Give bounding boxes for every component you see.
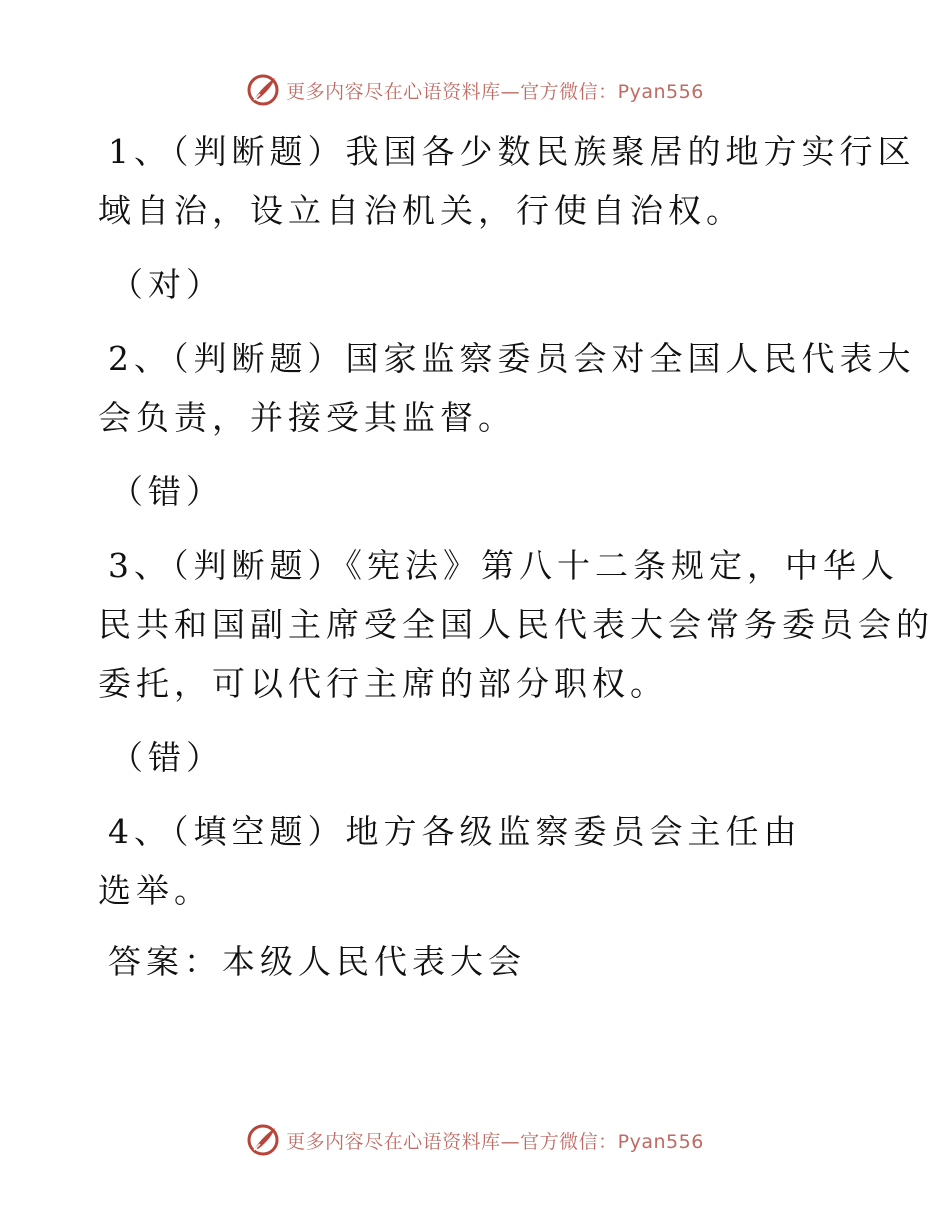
question-line: 2、（判断题）国家监察委员会对全国人民代表大 [108, 339, 916, 378]
answer-text: （错） [110, 472, 224, 511]
feather-pen-logo-icon [246, 73, 280, 107]
watermark-text: 更多内容尽在心语资料库—官方微信：Pyan556 [286, 1130, 704, 1153]
answer-text: （错） [110, 738, 224, 777]
question-line: 选举。 [98, 871, 212, 910]
watermark-text: 更多内容尽在心语资料库—官方微信：Pyan556 [286, 80, 704, 103]
question-line: 会负责，并接受其监督。 [98, 398, 516, 437]
question-1 [98, 122, 916, 314]
question-line: 委托，可以代行主席的部分职权。 [98, 664, 668, 703]
header-watermark [0, 70, 950, 110]
answer-text: （对） [110, 265, 224, 304]
document-body [98, 122, 934, 991]
question-4 [98, 802, 858, 991]
question-line: 4、（填空题）地方各级监察委员会主任由 [108, 812, 802, 851]
question-line: 域自治，设立自治机关，行使自治权。 [98, 191, 744, 230]
feather-pen-logo-icon [246, 1123, 280, 1157]
question-2 [98, 329, 916, 521]
question-line: 民共和国副主席受全国人民代表大会常务委员会的 [98, 605, 934, 644]
question-line: 3、（判断题）《宪法》第八十二条规定，中华人 [108, 546, 899, 585]
answer-text: 答案：本级人民代表大会 [108, 942, 526, 981]
question-line: 1、（判断题）我国各少数民族聚居的地方实行区 [108, 132, 916, 171]
footer-watermark [0, 1120, 950, 1160]
question-3 [98, 536, 934, 787]
